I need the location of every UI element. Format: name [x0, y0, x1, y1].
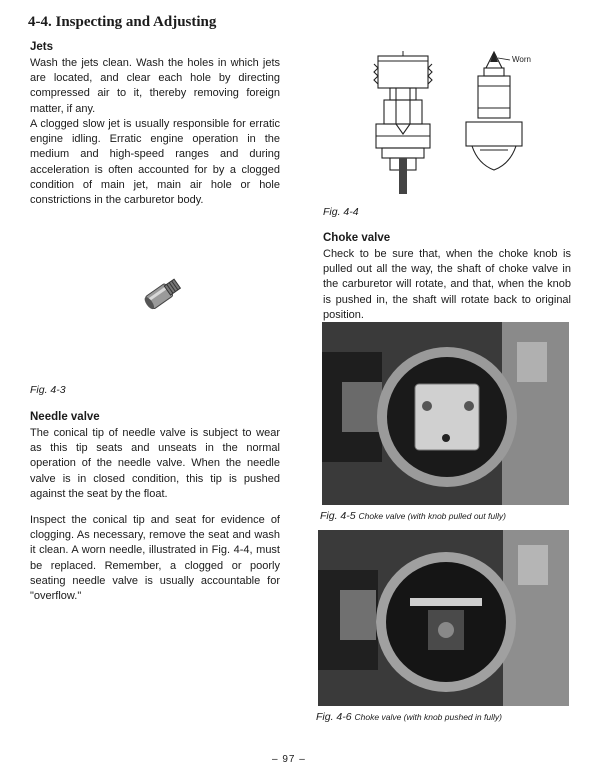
choke-valve-heading: Choke valve [323, 232, 391, 244]
needle-valve-heading: Needle valve [30, 411, 100, 423]
jets-heading: Jets [30, 41, 54, 53]
choke-valve-closed-photo [318, 530, 569, 706]
fig-4-5-description: Choke valve (with knob pulled out fully) [358, 511, 506, 521]
fig-4-5-caption [320, 510, 506, 522]
page-number: – 97 – [272, 754, 306, 765]
needle-valve-diagram [360, 46, 550, 196]
fig-4-6-number: Fig. 4-6 [316, 711, 352, 723]
fig-4-4-caption: Fig. 4-4 [323, 206, 359, 218]
fig-4-6-caption [316, 711, 502, 723]
jet-illustration [138, 268, 188, 318]
fig-4-5-number: Fig. 4-5 [320, 510, 356, 522]
needle-valve-paragraph-2: Inspect the conical tip and seat for evidence of clogging. As necessary, remove the seat and wash it clean. A worn needle, illustrated in Fig. 4-4, must be replaced. Remember, a clogged or poorly seating needle valve is usually accountable for "overflow." [30, 514, 280, 603]
jets-paragraph-1: Wash the jets clean. Wash the holes in which jets are located, and clear each hole by directing compressed air to it, thereby removing foreign matter, if any. [30, 57, 280, 115]
fig-4-3-caption: Fig. 4-3 [30, 384, 66, 396]
fig-4-6-description: Choke valve (with knob pushed in fully) [354, 712, 502, 722]
choke-valve-open-photo [322, 322, 569, 505]
needle-valve-paragraph-1: The conical tip of needle valve is subject to wear as this tip seats and unseats in the normal operation of the needle valve. When the needle valve is in closed condition, this tip is pushed against the seat by the float. [30, 427, 280, 500]
jets-paragraph-2: A clogged slow jet is usually responsible for erratic engine idling. Erratic engine operation in the medium and high-speed ranges and during acceleration is often accounted for by a clogged condition of main jet, main air hole or hole constrictions in the carburetor body. [30, 118, 280, 207]
worn-label: Worn [512, 55, 531, 64]
page-title: 4-4. Inspecting and Adjusting [28, 14, 217, 30]
choke-valve-paragraph: Check to be sure that, when the choke knob is pulled out all the way, the shaft of choke valve in the carburetor will rotate, and that, when the knob is pushed in, the shaft will rotate back to original position. [323, 248, 571, 321]
